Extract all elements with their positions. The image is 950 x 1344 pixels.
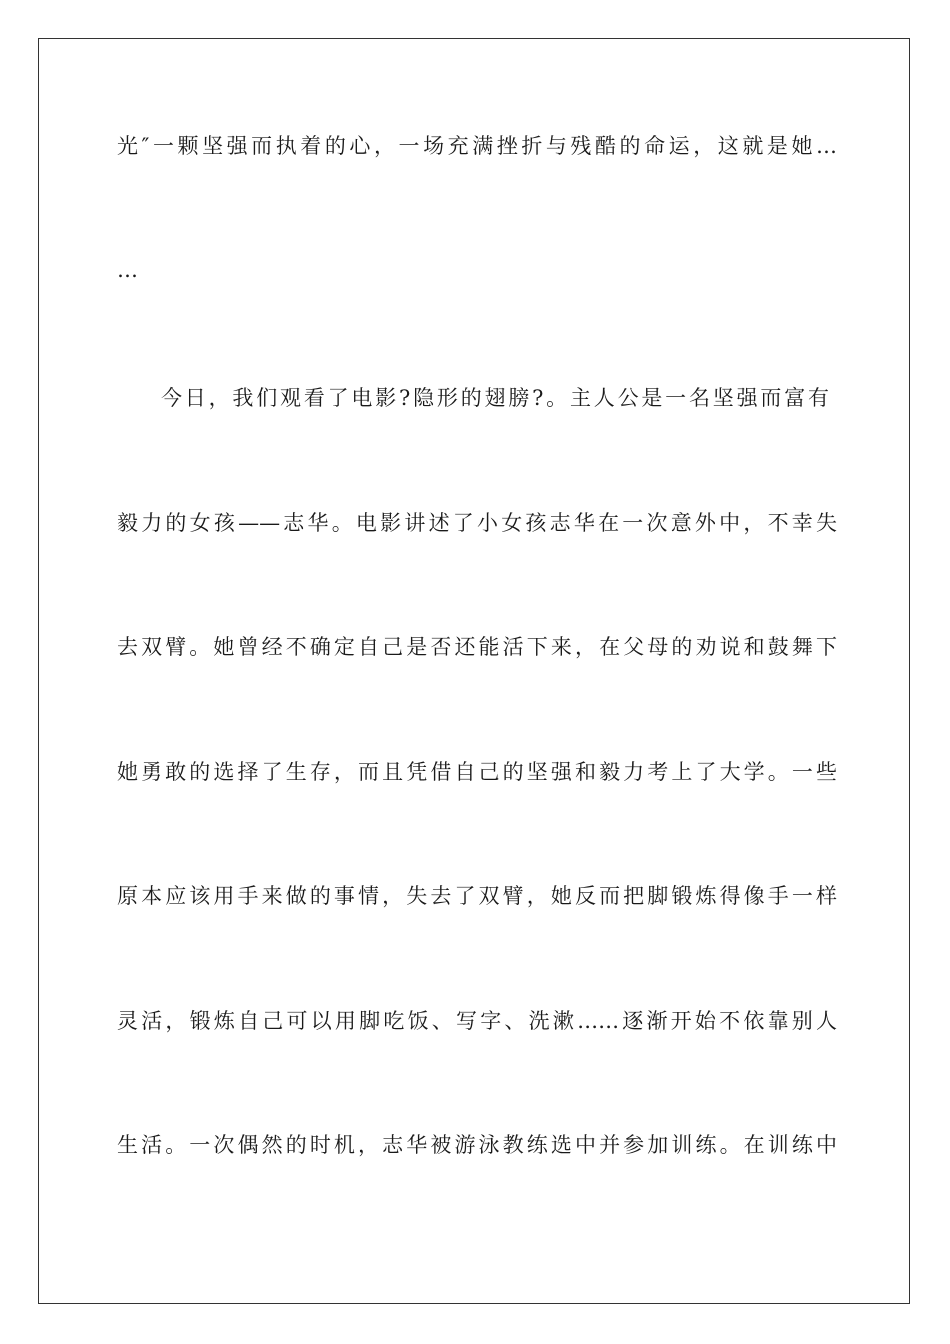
text-line-2: … (117, 258, 138, 282)
text-line-8: 灵活，锻炼自己可以用脚吃饭、写字、洗漱……逐渐开始不依靠别人 (117, 1009, 837, 1033)
text-line-6: 她勇敢的选择了生存，而且凭借自己的坚强和毅力考上了大学。一些 (117, 760, 837, 784)
text-line-9: 生活。一次偶然的时机，志华被游泳教练选中并参加训练。在训练中 (117, 1133, 837, 1157)
paragraph-start-line: 今日，我们观看了电影?隐形的翅膀?。主人公是一名坚强而富有 (161, 386, 829, 410)
text-line-5: 去双臂。她曾经不确定自己是否还能活下来，在父母的劝说和鼓舞下 (117, 635, 837, 659)
text-line-7: 原本应该用手来做的事情，失去了双臂，她反而把脚锻炼得像手一样 (117, 884, 837, 908)
text-line-4: 毅力的女孩——志华。电影讲述了小女孩志华在一次意外中，不幸失 (117, 511, 837, 535)
page-border (38, 38, 910, 1304)
text-line-1: 光″一颗坚强而执着的心，一场充满挫折与残酷的命运，这就是她… (117, 134, 837, 158)
